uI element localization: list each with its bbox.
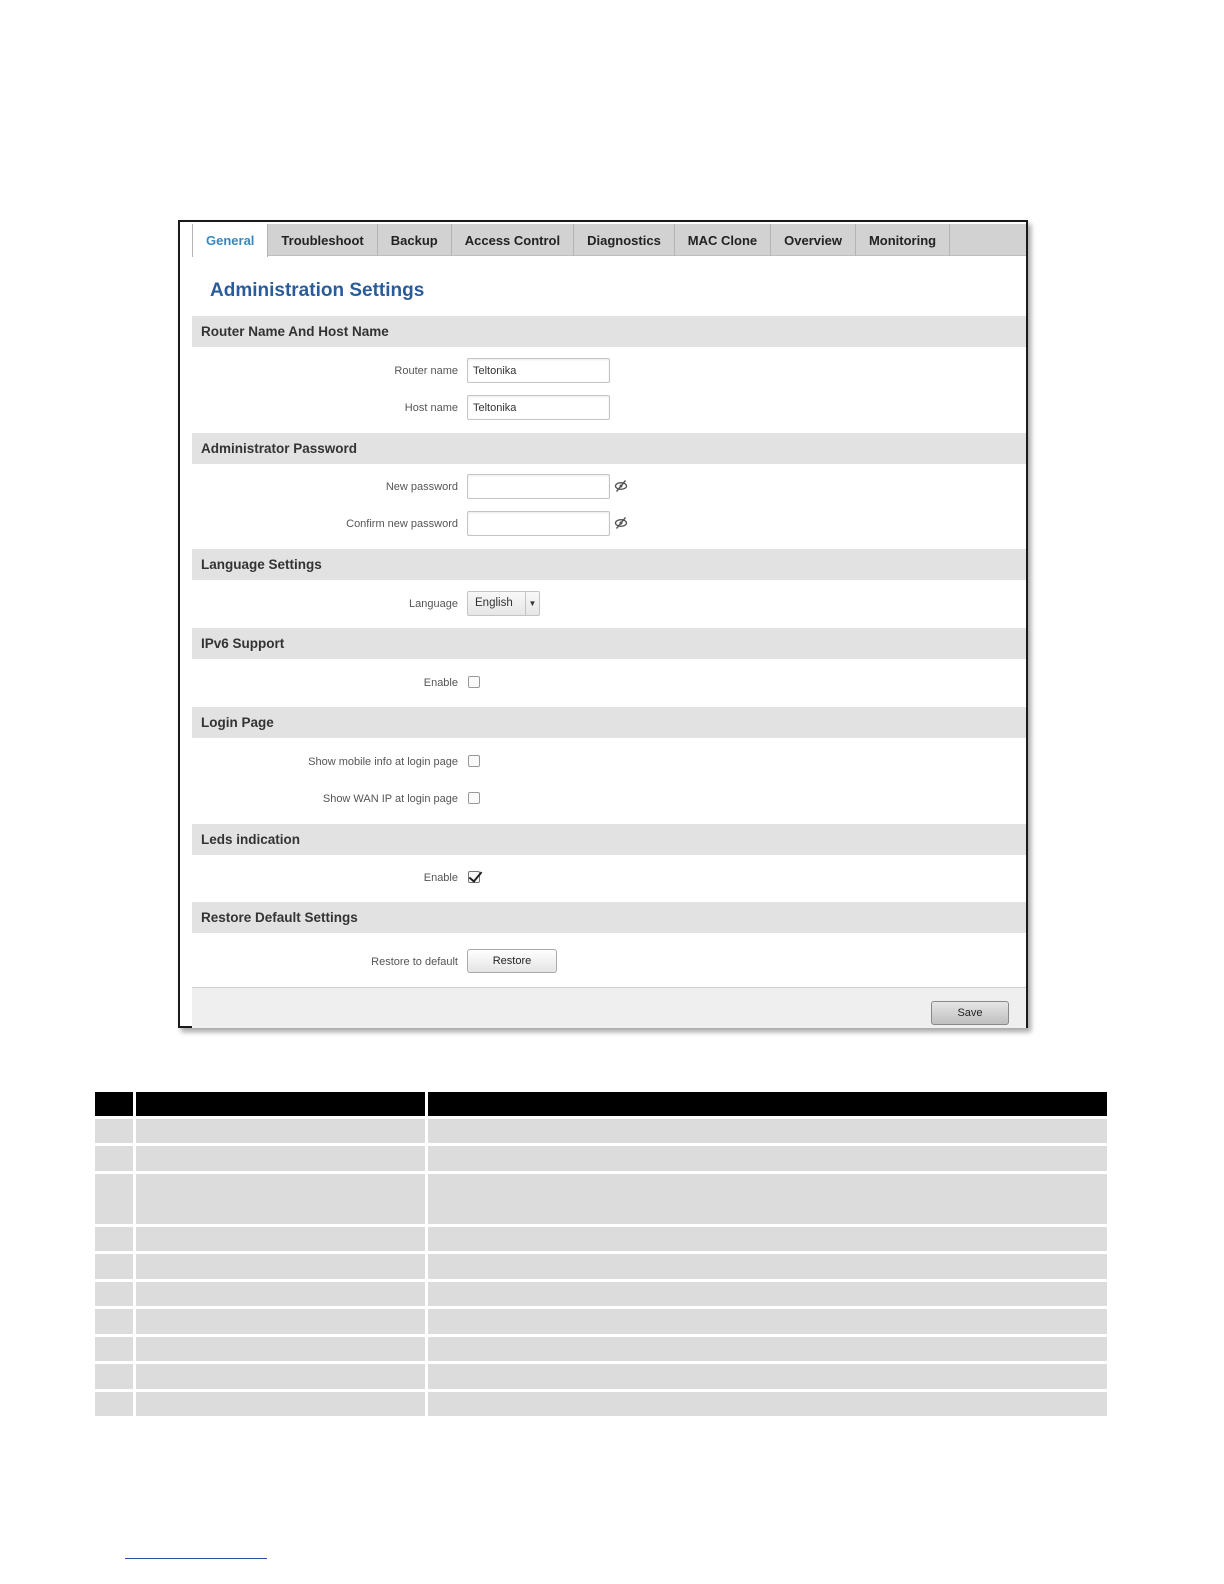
table-row — [95, 1227, 1107, 1251]
host-name-label: Host name — [404, 402, 458, 414]
section-header-login-page: Login Page — [192, 707, 1026, 738]
leds-enable-label: Enable — [423, 872, 458, 884]
host-name-row — [192, 395, 1026, 421]
page-title: Administration Settings — [210, 280, 425, 301]
table-row — [95, 1309, 1107, 1334]
table-header-cell — [95, 1092, 133, 1116]
language-select[interactable] — [467, 591, 540, 616]
section-header-router-name: Router Name And Host Name — [192, 316, 1026, 347]
table-row — [95, 1392, 1107, 1416]
section-header-leds: Leds indication — [192, 824, 1026, 855]
table-row — [95, 1119, 1107, 1143]
tab-troubleshoot[interactable]: Troubleshoot — [268, 224, 377, 256]
router-name-label: Router name — [394, 365, 458, 377]
table-row — [95, 1254, 1107, 1279]
language-selected-value: English — [475, 597, 513, 609]
tab-mac-clone[interactable]: MAC Clone — [675, 224, 771, 256]
host-name-input[interactable] — [467, 395, 610, 420]
eye-slash-icon[interactable] — [614, 479, 628, 493]
router-name-input[interactable] — [467, 358, 610, 383]
table-row — [95, 1337, 1107, 1361]
ipv6-enable-row — [192, 670, 1026, 696]
table-header-cell — [136, 1092, 425, 1116]
show-wan-ip-checkbox[interactable] — [468, 792, 480, 804]
router-settings-screenshot — [178, 220, 1028, 1028]
tab-bar — [192, 224, 1026, 256]
section-header-admin-password: Administrator Password — [192, 433, 1026, 464]
confirm-password-row — [192, 511, 1026, 537]
eye-slash-icon[interactable] — [614, 516, 628, 530]
section-header-restore: Restore Default Settings — [192, 902, 1026, 933]
form-footer — [192, 987, 1026, 1028]
footnote-rule — [125, 1558, 267, 1559]
show-mobile-info-label: Show mobile info at login page — [308, 756, 458, 768]
confirm-password-label: Confirm new password — [346, 518, 458, 530]
table-row — [95, 1282, 1107, 1306]
language-row — [192, 591, 1026, 617]
table-header-cell — [428, 1092, 1107, 1116]
tab-general[interactable]: General — [192, 224, 268, 257]
router-name-row — [192, 358, 1026, 384]
save-button[interactable]: Save — [931, 1001, 1009, 1025]
section-header-language: Language Settings — [192, 549, 1026, 580]
tab-backup[interactable]: Backup — [378, 224, 452, 256]
show-mobile-info-row — [192, 749, 1026, 775]
section-header-ipv6: IPv6 Support — [192, 628, 1026, 659]
confirm-password-input[interactable] — [467, 511, 610, 536]
table-row — [95, 1364, 1107, 1389]
new-password-input[interactable] — [467, 474, 610, 499]
tab-diagnostics[interactable]: Diagnostics — [574, 224, 675, 256]
tab-monitoring[interactable]: Monitoring — [856, 224, 950, 256]
language-label: Language — [409, 598, 458, 610]
restore-row — [192, 949, 1026, 975]
leds-enable-row — [192, 865, 1026, 891]
tab-overview[interactable]: Overview — [771, 224, 856, 256]
restore-label: Restore to default — [371, 956, 458, 968]
new-password-row — [192, 474, 1026, 500]
parameters-table — [95, 1092, 1107, 1419]
ipv6-enable-checkbox[interactable] — [468, 676, 480, 688]
leds-enable-checkbox[interactable] — [468, 871, 480, 883]
new-password-label: New password — [385, 481, 458, 493]
table-row — [95, 1174, 1107, 1224]
ipv6-enable-label: Enable — [423, 677, 458, 689]
show-wan-ip-row — [192, 786, 1026, 812]
show-mobile-info-checkbox[interactable] — [468, 755, 480, 767]
table-header-row — [95, 1092, 1107, 1116]
restore-button[interactable]: Restore — [467, 949, 557, 973]
show-wan-ip-label: Show WAN IP at login page — [322, 793, 458, 805]
tab-access-control[interactable]: Access Control — [452, 224, 574, 256]
table-row — [95, 1146, 1107, 1171]
caret-down-icon: ▼ — [525, 592, 539, 615]
settings-content — [192, 256, 1026, 1028]
